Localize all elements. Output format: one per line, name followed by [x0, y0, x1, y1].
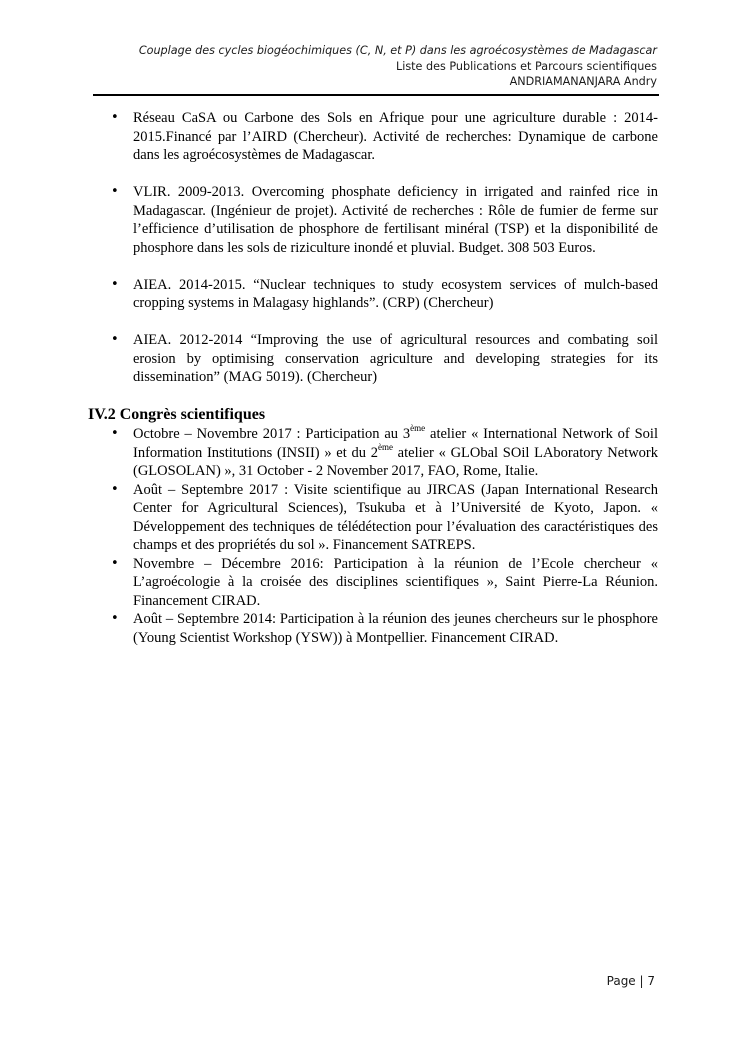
congress-item-fao-part3: atelier « GLObal SOil LAboratory Network (GLOSOLAN) », 31 October - 2 November 2017, FAO, Rome, Italie. [133, 444, 658, 479]
project-item-vlir: • VLIR. 2009-2013. Overcoming phosphate deficiency in irrigated and rainfed rice in Madagascar. (Ingénieur de projet). Activité de recherches : Rôle de fumier de ferme sur l’efficience d’utilisation de phosphore de fertilisant minéral (TSP) et la disponibilité de phosphore dans les sols de riziculture inondé et pluvial. Budget. 308 503 Euros. [88, 183, 658, 257]
congress-item-ecole: • Novembre – Décembre 2016: Participation à la réunion de l’Ecole chercheur « L’agroécologie à la croisée des disciplines scientifiques », Saint Pierre-La Réunion. Financement CIRAD. [88, 555, 658, 611]
project-item-aiea-mag: • AIEA. 2012-2014 “Improving the use of agricultural resources and combating soil erosion by optimising conservation agriculture and developing strategies for its dissemination” (MAG 5019). (Chercheur) [88, 331, 658, 387]
section-title: IV.2 Congrès scientifiques [88, 406, 266, 423]
page-number: Page | 7 [606, 974, 655, 988]
congress-item-ysw: • Août – Septembre 2014: Participation à la réunion des jeunes chercheurs sur le phosphore (Young Scientist Workshop (YSW)) à Montpellier. Financement CIRAD. [88, 610, 658, 647]
header-rule [93, 94, 659, 96]
superscript: ème [410, 423, 426, 434]
page-header [87, 43, 657, 90]
header-subtitle: Liste des Publications et Parcours scientifiques [396, 59, 657, 73]
project-item-casa: • Réseau CaSA ou Carbone des Sols en Afrique pour une agriculture durable : 2014-2015.Financé par l’AIRD (Chercheur). Activité de recherches: Dynamique de carbone dans les agroécosystèmes de Madagascar. [88, 109, 658, 165]
congress-item-jircas: • Août – Septembre 2017 : Visite scientifique au JIRCAS (Japan International Research Center for Agricultural Sciences), Tsukuba et à l’Université de Kyoto, Japon. « Développement des techniques de télédétection pour l’évaluation des caractéristiques des champs et des propriétés du sol ». Financement SATREPS. [88, 481, 658, 555]
congress-item-fao-part1: Octobre – Novembre 2017 : Participation au 3 [133, 426, 411, 442]
congress-item-fao-part2: atelier « International Network of Soil Information Institutions (INSII) » et du 2 [133, 426, 658, 461]
page-content [88, 109, 658, 647]
congress-item-fao [88, 425, 658, 481]
project-list [88, 109, 658, 387]
superscript: ème [377, 441, 393, 452]
header-title: Couplage des cycles biogéochimiques (C, N, et P) dans les agroécosystèmes de Madagascar [138, 44, 657, 57]
project-item-aiea-crp: • AIEA. 2014-2015. “Nuclear techniques to study ecosystem services of mulch-based cropping systems in Malagasy highlands”. (CRP) (Chercheur) [88, 276, 658, 313]
congress-list [88, 425, 658, 647]
header-author: ANDRIAMANANJARA Andry [509, 75, 657, 88]
